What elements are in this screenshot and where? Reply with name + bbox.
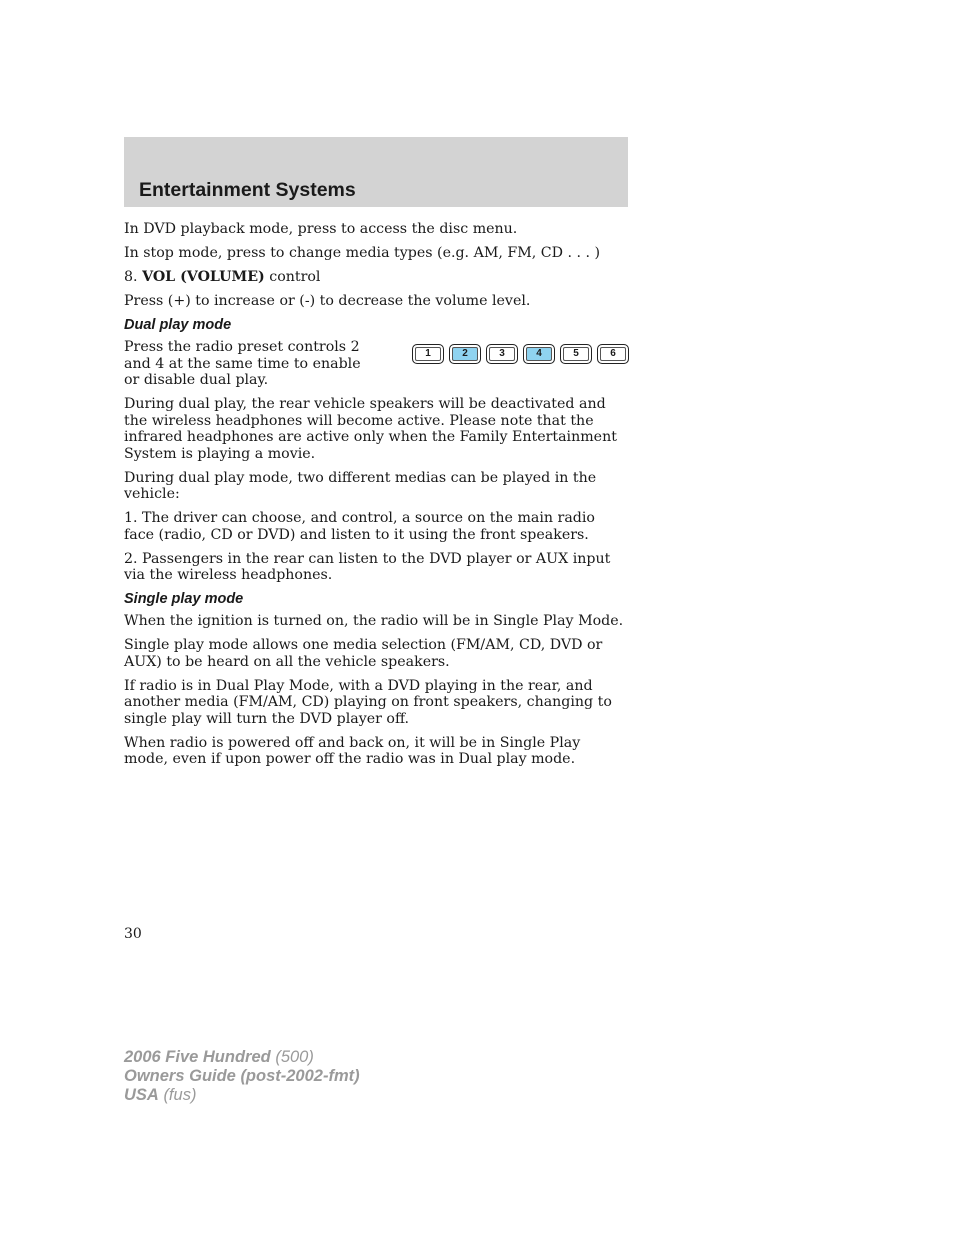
paragraph-stop-mode: In stop mode, press to change media types (e.g. AM, FM, CD . . . ) <box>124 245 601 261</box>
preset-button-1: 1 <box>412 344 444 364</box>
footer-model: 2006 Five Hundred <box>124 1048 271 1066</box>
footer-line-2 <box>124 1067 360 1086</box>
dual-play-intro-row <box>124 339 628 389</box>
heading-dual-play: Dual play mode <box>124 317 232 333</box>
preset-buttons-illustration <box>412 344 629 364</box>
paragraph-dual-driver: 1. The driver can choose, and control, a source on the main radio face (radio, CD or DVD) and listen to it using the front speakers. <box>124 510 595 543</box>
section-title: Entertainment Systems <box>139 179 356 201</box>
heading-single-play: Single play mode <box>124 591 244 607</box>
paragraph-dual-medias: During dual play mode, two different medias can be played in the vehicle: <box>124 469 597 502</box>
preset-button-2: 2 <box>449 344 481 364</box>
paragraph-single-power: When radio is powered off and back on, it will be in Single Play mode, even if upon power off the radio was in Dual play mode. <box>124 734 581 767</box>
item-8-vol-control <box>124 269 628 286</box>
page-content <box>124 221 628 775</box>
paragraph-volume: Press (+) to increase or (-) to decrease the volume level. <box>124 293 531 309</box>
footer-market-code: (fus) <box>163 1086 197 1104</box>
paragraph-dual-intro: Press the radio preset controls 2 and 4 at the same time to enable or disable dual play. <box>124 339 361 388</box>
paragraph-dvd-menu: In DVD playback mode, press to access the disc menu. <box>124 221 518 237</box>
footer-line-1 <box>124 1048 360 1067</box>
page-number: 30 <box>124 926 142 942</box>
paragraph-single-allows: Single play mode allows one media selection (FM/AM, CD, DVD or AUX) to be heard on all the vehicle speakers. <box>124 637 603 670</box>
document-footer <box>124 1048 360 1105</box>
paragraph-single-switch: If radio is in Dual Play Mode, with a DVD playing in the rear, and another media (FM/AM, CD) playing on front speakers, changing to single play will turn the DVD player off. <box>124 677 612 727</box>
footer-model-code: (500) <box>275 1048 314 1066</box>
preset-button-4: 4 <box>523 344 555 364</box>
footer-market: USA <box>124 1086 159 1104</box>
section-header-band <box>124 137 628 207</box>
footer-line-3 <box>124 1086 360 1105</box>
preset-button-3: 3 <box>486 344 518 364</box>
item-number: 8. <box>124 269 138 285</box>
paragraph-dual-speakers: During dual play, the rear vehicle speakers will be deactivated and the wireless headphones will become active. Please note that the infrared headphones are active only when the Family Entertainment System is playing a movie. <box>124 396 617 462</box>
paragraph-single-ignition: When the ignition is turned on, the radio will be in Single Play Mode. <box>124 613 624 629</box>
item-bold-label: VOL (VOLUME) <box>142 269 265 285</box>
preset-button-5: 5 <box>560 344 592 364</box>
footer-guide-name: Owners Guide (post-2002-fmt) <box>124 1067 360 1085</box>
item-rest: control <box>269 269 321 285</box>
paragraph-dual-passengers: 2. Passengers in the rear can listen to the DVD player or AUX input via the wireless headphones. <box>124 550 611 583</box>
preset-button-6: 6 <box>597 344 629 364</box>
